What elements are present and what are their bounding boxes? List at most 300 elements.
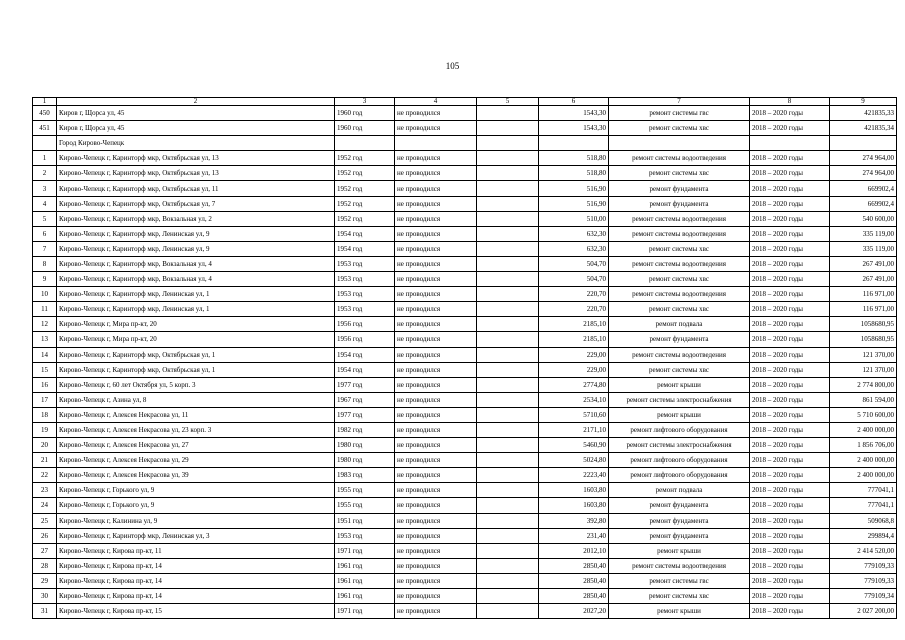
cost-cell: 669902,4 bbox=[830, 196, 897, 211]
period-cell: 2018 – 2020 годы bbox=[750, 528, 830, 543]
last-repair-cell bbox=[395, 136, 477, 151]
work-type-cell: ремонт фундамента bbox=[609, 513, 750, 528]
table-row bbox=[33, 287, 897, 302]
row-number-cell: 15 bbox=[33, 362, 57, 377]
build-year-cell: 1952 год bbox=[335, 211, 395, 226]
address-cell: Кирово-Чепецк г, Кирова пр-кт, 11 bbox=[57, 543, 335, 558]
cost-cell: 1058680,95 bbox=[830, 332, 897, 347]
row-number-cell: 19 bbox=[33, 422, 57, 437]
address-cell: Кирово-Чепецк г, Каринторф мкр, Ленинская ул, 9 bbox=[57, 241, 335, 256]
column-5-cell bbox=[477, 121, 539, 136]
last-repair-cell: не проводился bbox=[395, 196, 477, 211]
period-cell: 2018 – 2020 годы bbox=[750, 573, 830, 588]
table-row bbox=[33, 196, 897, 211]
build-year-cell: 1961 год bbox=[335, 589, 395, 604]
cost-cell: 1 856 706,00 bbox=[830, 438, 897, 453]
last-repair-cell: не проводился bbox=[395, 438, 477, 453]
row-number-cell: 23 bbox=[33, 483, 57, 498]
cost-cell: 116 971,00 bbox=[830, 302, 897, 317]
column-5-cell bbox=[477, 392, 539, 407]
column-header: 5 bbox=[477, 98, 539, 106]
column-header: 9 bbox=[830, 98, 897, 106]
work-type-cell: ремонт фундамента bbox=[609, 332, 750, 347]
area-cell: 2850,40 bbox=[539, 573, 609, 588]
table-row bbox=[33, 573, 897, 588]
address-cell: Кирово-Чепецк г, Азина ул, 8 bbox=[57, 392, 335, 407]
period-cell: 2018 – 2020 годы bbox=[750, 347, 830, 362]
work-type-cell: ремонт фундамента bbox=[609, 196, 750, 211]
address-cell: Кирово-Чепецк г, Каринторф мкр, Октябрьская ул, 1 bbox=[57, 347, 335, 362]
area-cell: 2534,10 bbox=[539, 392, 609, 407]
area-cell: 510,00 bbox=[539, 211, 609, 226]
column-5-cell bbox=[477, 256, 539, 271]
build-year-cell: 1956 год bbox=[335, 332, 395, 347]
table-row bbox=[33, 106, 897, 121]
table-row bbox=[33, 468, 897, 483]
work-type-cell: ремонт подвала bbox=[609, 317, 750, 332]
area-cell: 231,40 bbox=[539, 528, 609, 543]
table-row bbox=[33, 392, 897, 407]
period-cell: 2018 – 2020 годы bbox=[750, 543, 830, 558]
row-number-cell: 1 bbox=[33, 151, 57, 166]
address-cell: Кирово-Чепецк г, Горького ул, 9 bbox=[57, 483, 335, 498]
column-5-cell bbox=[477, 151, 539, 166]
column-5-cell bbox=[477, 438, 539, 453]
last-repair-cell: не проводился bbox=[395, 121, 477, 136]
build-year-cell: 1960 год bbox=[335, 121, 395, 136]
row-number-cell: 6 bbox=[33, 226, 57, 241]
cost-cell: 2 400 000,00 bbox=[830, 453, 897, 468]
table-row bbox=[33, 543, 897, 558]
last-repair-cell: не проводился bbox=[395, 272, 477, 287]
table-row bbox=[33, 589, 897, 604]
work-type-cell: ремонт системы хвс bbox=[609, 272, 750, 287]
column-5-cell bbox=[477, 604, 539, 619]
area-cell: 518,80 bbox=[539, 151, 609, 166]
area-cell: 220,70 bbox=[539, 302, 609, 317]
column-5-cell bbox=[477, 332, 539, 347]
column-5-cell bbox=[477, 272, 539, 287]
area-cell: 229,00 bbox=[539, 362, 609, 377]
cost-cell: 274 964,00 bbox=[830, 166, 897, 181]
area-cell: 504,70 bbox=[539, 256, 609, 271]
build-year-cell: 1954 год bbox=[335, 241, 395, 256]
cost-cell: 777041,1 bbox=[830, 483, 897, 498]
row-number-cell bbox=[33, 136, 57, 151]
area-cell: 2012,10 bbox=[539, 543, 609, 558]
work-type-cell: ремонт системы хвс bbox=[609, 241, 750, 256]
build-year-cell: 1955 год bbox=[335, 483, 395, 498]
area-cell: 504,70 bbox=[539, 272, 609, 287]
area-cell: 1543,30 bbox=[539, 106, 609, 121]
last-repair-cell: не проводился bbox=[395, 604, 477, 619]
work-type-cell: ремонт системы электроснабжения bbox=[609, 392, 750, 407]
period-cell: 2018 – 2020 годы bbox=[750, 121, 830, 136]
column-5-cell bbox=[477, 468, 539, 483]
area-cell: 516,90 bbox=[539, 196, 609, 211]
address-cell: Кирово-Чепецк г, Алексея Некрасова ул, 11 bbox=[57, 407, 335, 422]
table-row bbox=[33, 347, 897, 362]
cost-cell: 2 414 520,00 bbox=[830, 543, 897, 558]
row-number-cell: 8 bbox=[33, 256, 57, 271]
row-number-cell: 29 bbox=[33, 573, 57, 588]
build-year-cell bbox=[335, 136, 395, 151]
last-repair-cell: не проводился bbox=[395, 528, 477, 543]
address-cell: Кирово-Чепецк г, Алексея Некрасова ул, 23 корп. 3 bbox=[57, 422, 335, 437]
column-5-cell bbox=[477, 558, 539, 573]
period-cell: 2018 – 2020 годы bbox=[750, 558, 830, 573]
table-body bbox=[33, 98, 897, 619]
table-row bbox=[33, 241, 897, 256]
cost-cell: 779109,33 bbox=[830, 573, 897, 588]
address-cell: Кирово-Чепецк г, Каринторф мкр, Вокзальная ул, 2 bbox=[57, 211, 335, 226]
column-5-cell bbox=[477, 498, 539, 513]
row-number-cell: 13 bbox=[33, 332, 57, 347]
area-cell: 2850,40 bbox=[539, 589, 609, 604]
column-5-cell bbox=[477, 181, 539, 196]
column-5-cell bbox=[477, 287, 539, 302]
work-type-cell: ремонт системы хвс bbox=[609, 589, 750, 604]
last-repair-cell: не проводился bbox=[395, 377, 477, 392]
work-type-cell: ремонт фундамента bbox=[609, 498, 750, 513]
work-type-cell: ремонт подвала bbox=[609, 483, 750, 498]
address-cell: Кирово-Чепецк г, Кирова пр-кт, 15 bbox=[57, 604, 335, 619]
work-type-cell: ремонт системы хвс bbox=[609, 362, 750, 377]
row-number-cell: 451 bbox=[33, 121, 57, 136]
area-cell: 220,70 bbox=[539, 287, 609, 302]
build-year-cell: 1951 год bbox=[335, 513, 395, 528]
cost-cell: 421835,33 bbox=[830, 106, 897, 121]
cost-cell: 274 964,00 bbox=[830, 151, 897, 166]
area-cell bbox=[539, 136, 609, 151]
table-row bbox=[33, 317, 897, 332]
cost-cell: 335 119,00 bbox=[830, 226, 897, 241]
row-number-cell: 21 bbox=[33, 453, 57, 468]
row-number-cell: 450 bbox=[33, 106, 57, 121]
column-5-cell bbox=[477, 166, 539, 181]
period-cell: 2018 – 2020 годы bbox=[750, 211, 830, 226]
period-cell: 2018 – 2020 годы bbox=[750, 407, 830, 422]
build-year-cell: 1967 год bbox=[335, 392, 395, 407]
table-row bbox=[33, 558, 897, 573]
last-repair-cell: не проводился bbox=[395, 483, 477, 498]
build-year-cell: 1956 год bbox=[335, 317, 395, 332]
row-number-cell: 9 bbox=[33, 272, 57, 287]
area-cell: 229,00 bbox=[539, 347, 609, 362]
area-cell: 5710,60 bbox=[539, 407, 609, 422]
period-cell: 2018 – 2020 годы bbox=[750, 483, 830, 498]
last-repair-cell: не проводился bbox=[395, 106, 477, 121]
table-row bbox=[33, 377, 897, 392]
build-year-cell: 1983 год bbox=[335, 468, 395, 483]
build-year-cell: 1977 год bbox=[335, 407, 395, 422]
build-year-cell: 1953 год bbox=[335, 287, 395, 302]
address-cell: Кирово-Чепецк г, Каринторф мкр, Октябрьская ул, 1 bbox=[57, 362, 335, 377]
build-year-cell: 1953 год bbox=[335, 528, 395, 543]
column-5-cell bbox=[477, 211, 539, 226]
address-cell: Кирово-Чепецк г, Горького ул, 9 bbox=[57, 498, 335, 513]
last-repair-cell: не проводился bbox=[395, 573, 477, 588]
address-cell: Кирово-Чепецк г, Кирова пр-кт, 14 bbox=[57, 589, 335, 604]
period-cell: 2018 – 2020 годы bbox=[750, 241, 830, 256]
row-number-cell: 7 bbox=[33, 241, 57, 256]
build-year-cell: 1952 год bbox=[335, 196, 395, 211]
column-5-cell bbox=[477, 362, 539, 377]
area-cell: 1603,80 bbox=[539, 498, 609, 513]
column-header: 2 bbox=[57, 98, 335, 106]
work-type-cell: ремонт крыши bbox=[609, 377, 750, 392]
build-year-cell: 1980 год bbox=[335, 453, 395, 468]
period-cell: 2018 – 2020 годы bbox=[750, 468, 830, 483]
row-number-cell: 28 bbox=[33, 558, 57, 573]
row-number-cell: 12 bbox=[33, 317, 57, 332]
cost-cell: 779109,33 bbox=[830, 558, 897, 573]
period-cell bbox=[750, 136, 830, 151]
table-row bbox=[33, 498, 897, 513]
column-header: 1 bbox=[33, 98, 57, 106]
work-type-cell: ремонт системы водоотведения bbox=[609, 256, 750, 271]
period-cell: 2018 – 2020 годы bbox=[750, 166, 830, 181]
table-row bbox=[33, 121, 897, 136]
work-type-cell: ремонт системы водоотведения bbox=[609, 347, 750, 362]
work-type-cell: ремонт лифтового оборудования bbox=[609, 422, 750, 437]
period-cell: 2018 – 2020 годы bbox=[750, 438, 830, 453]
row-number-cell: 10 bbox=[33, 287, 57, 302]
column-number-row bbox=[33, 98, 897, 106]
work-type-cell: ремонт лифтового оборудования bbox=[609, 468, 750, 483]
build-year-cell: 1952 год bbox=[335, 181, 395, 196]
column-header: 8 bbox=[750, 98, 830, 106]
area-cell: 2027,20 bbox=[539, 604, 609, 619]
work-type-cell: ремонт системы хвс bbox=[609, 302, 750, 317]
last-repair-cell: не проводился bbox=[395, 181, 477, 196]
cost-cell: 779109,34 bbox=[830, 589, 897, 604]
table-row bbox=[33, 136, 897, 151]
build-year-cell: 1952 год bbox=[335, 166, 395, 181]
cost-cell: 335 119,00 bbox=[830, 241, 897, 256]
address-cell: Кирово-Чепецк г, Кирова пр-кт, 14 bbox=[57, 573, 335, 588]
last-repair-cell: не проводился bbox=[395, 392, 477, 407]
period-cell: 2018 – 2020 годы bbox=[750, 106, 830, 121]
table-row bbox=[33, 362, 897, 377]
cost-cell bbox=[830, 136, 897, 151]
row-number-cell: 27 bbox=[33, 543, 57, 558]
last-repair-cell: не проводился bbox=[395, 166, 477, 181]
table-row bbox=[33, 226, 897, 241]
area-cell: 518,80 bbox=[539, 166, 609, 181]
row-number-cell: 2 bbox=[33, 166, 57, 181]
last-repair-cell: не проводился bbox=[395, 256, 477, 271]
period-cell: 2018 – 2020 годы bbox=[750, 332, 830, 347]
build-year-cell: 1953 год bbox=[335, 256, 395, 271]
period-cell: 2018 – 2020 годы bbox=[750, 453, 830, 468]
row-number-cell: 14 bbox=[33, 347, 57, 362]
last-repair-cell: не проводился bbox=[395, 287, 477, 302]
area-cell: 2774,80 bbox=[539, 377, 609, 392]
row-number-cell: 18 bbox=[33, 407, 57, 422]
build-year-cell: 1980 год bbox=[335, 438, 395, 453]
column-5-cell bbox=[477, 483, 539, 498]
column-header: 3 bbox=[335, 98, 395, 106]
address-cell: Кирово-Чепецк г, 60 лет Октября ул, 5 корп. 3 bbox=[57, 377, 335, 392]
area-cell: 2223,40 bbox=[539, 468, 609, 483]
work-type-cell: ремонт системы водоотведения bbox=[609, 558, 750, 573]
address-cell: Кирово-Чепецк г, Алексея Некрасова ул, 29 bbox=[57, 453, 335, 468]
area-cell: 2171,10 bbox=[539, 422, 609, 437]
row-number-cell: 5 bbox=[33, 211, 57, 226]
table-row bbox=[33, 513, 897, 528]
cost-cell: 2 400 000,00 bbox=[830, 468, 897, 483]
last-repair-cell: не проводился bbox=[395, 513, 477, 528]
row-number-cell: 4 bbox=[33, 196, 57, 211]
column-5-cell bbox=[477, 241, 539, 256]
build-year-cell: 1960 год bbox=[335, 106, 395, 121]
last-repair-cell: не проводился bbox=[395, 543, 477, 558]
address-cell: Кирово-Чепецк г, Мира пр-кт, 20 bbox=[57, 317, 335, 332]
row-number-cell: 30 bbox=[33, 589, 57, 604]
table-row bbox=[33, 272, 897, 287]
build-year-cell: 1953 год bbox=[335, 272, 395, 287]
build-year-cell: 1954 год bbox=[335, 362, 395, 377]
period-cell: 2018 – 2020 годы bbox=[750, 181, 830, 196]
build-year-cell: 1954 год bbox=[335, 347, 395, 362]
column-5-cell bbox=[477, 573, 539, 588]
cost-cell: 267 491,00 bbox=[830, 256, 897, 271]
period-cell: 2018 – 2020 годы bbox=[750, 226, 830, 241]
address-cell: Кирово-Чепецк г, Каринторф мкр, Октябрьская ул, 13 bbox=[57, 166, 335, 181]
column-5-cell bbox=[477, 347, 539, 362]
address-cell: Киров г, Щорса ул, 45 bbox=[57, 121, 335, 136]
row-number-cell: 31 bbox=[33, 604, 57, 619]
area-cell: 1543,30 bbox=[539, 121, 609, 136]
area-cell: 392,80 bbox=[539, 513, 609, 528]
cost-cell: 1058680,95 bbox=[830, 317, 897, 332]
build-year-cell: 1961 год bbox=[335, 573, 395, 588]
build-year-cell: 1961 год bbox=[335, 558, 395, 573]
table-row bbox=[33, 151, 897, 166]
work-type-cell: ремонт системы электроснабжения bbox=[609, 438, 750, 453]
period-cell: 2018 – 2020 годы bbox=[750, 272, 830, 287]
last-repair-cell: не проводился bbox=[395, 453, 477, 468]
last-repair-cell: не проводился bbox=[395, 317, 477, 332]
last-repair-cell: не проводился bbox=[395, 347, 477, 362]
address-cell: Кирово-Чепецк г, Каринторф мкр, Ленинская ул, 1 bbox=[57, 302, 335, 317]
last-repair-cell: не проводился bbox=[395, 558, 477, 573]
period-cell: 2018 – 2020 годы bbox=[750, 302, 830, 317]
table-row bbox=[33, 332, 897, 347]
period-cell: 2018 – 2020 годы bbox=[750, 422, 830, 437]
cost-cell: 2 774 800,00 bbox=[830, 377, 897, 392]
address-cell: Кирово-Чепецк г, Каринторф мкр, Октябрьская ул, 7 bbox=[57, 196, 335, 211]
address-cell: Кирово-Чепецк г, Алексея Некрасова ул, 27 bbox=[57, 438, 335, 453]
address-cell: Кирово-Чепецк г, Мира пр-кт, 20 bbox=[57, 332, 335, 347]
table-row bbox=[33, 302, 897, 317]
build-year-cell: 1971 год bbox=[335, 543, 395, 558]
cost-cell: 116 971,00 bbox=[830, 287, 897, 302]
column-5-cell bbox=[477, 317, 539, 332]
build-year-cell: 1952 год bbox=[335, 151, 395, 166]
table-row bbox=[33, 166, 897, 181]
cost-cell: 5 710 600,00 bbox=[830, 407, 897, 422]
cost-cell: 669902,4 bbox=[830, 181, 897, 196]
column-5-cell bbox=[477, 422, 539, 437]
area-cell: 2185,10 bbox=[539, 332, 609, 347]
area-cell: 516,90 bbox=[539, 181, 609, 196]
row-number-cell: 22 bbox=[33, 468, 57, 483]
work-type-cell: ремонт крыши bbox=[609, 543, 750, 558]
address-cell: Кирово-Чепецк г, Каринторф мкр, Октябрьская ул, 11 bbox=[57, 181, 335, 196]
work-type-cell: ремонт лифтового оборудования bbox=[609, 453, 750, 468]
page-number: 105 bbox=[445, 61, 460, 71]
period-cell: 2018 – 2020 годы bbox=[750, 196, 830, 211]
work-type-cell: ремонт системы водоотведения bbox=[609, 226, 750, 241]
period-cell: 2018 – 2020 годы bbox=[750, 287, 830, 302]
work-type-cell: ремонт системы хвс bbox=[609, 166, 750, 181]
period-cell: 2018 – 2020 годы bbox=[750, 317, 830, 332]
cost-cell: 2 400 000,00 bbox=[830, 422, 897, 437]
period-cell: 2018 – 2020 годы bbox=[750, 498, 830, 513]
work-type-cell: ремонт крыши bbox=[609, 407, 750, 422]
cost-cell: 121 370,00 bbox=[830, 347, 897, 362]
last-repair-cell: не проводился bbox=[395, 468, 477, 483]
cost-cell: 299894,4 bbox=[830, 528, 897, 543]
address-cell: Кирово-Чепецк г, Каринторф мкр, Вокзальная ул, 4 bbox=[57, 256, 335, 271]
row-number-cell: 25 bbox=[33, 513, 57, 528]
column-5-cell bbox=[477, 528, 539, 543]
work-type-cell: ремонт фундамента bbox=[609, 528, 750, 543]
cost-cell: 509068,8 bbox=[830, 513, 897, 528]
address-cell: Кирово-Чепецк г, Кирова пр-кт, 14 bbox=[57, 558, 335, 573]
last-repair-cell: не проводился bbox=[395, 211, 477, 226]
cost-cell: 121 370,00 bbox=[830, 362, 897, 377]
address-cell: Кирово-Чепецк г, Калинина ул, 9 bbox=[57, 513, 335, 528]
last-repair-cell: не проводился bbox=[395, 589, 477, 604]
area-cell: 632,30 bbox=[539, 226, 609, 241]
last-repair-cell: не проводился bbox=[395, 226, 477, 241]
row-number-cell: 24 bbox=[33, 498, 57, 513]
table-row bbox=[33, 407, 897, 422]
last-repair-cell: не проводился bbox=[395, 422, 477, 437]
address-cell: Кирово-Чепецк г, Каринторф мкр, Ленинская ул, 3 bbox=[57, 528, 335, 543]
cost-cell: 861 594,00 bbox=[830, 392, 897, 407]
table-row bbox=[33, 483, 897, 498]
area-cell: 2185,10 bbox=[539, 317, 609, 332]
area-cell: 1603,80 bbox=[539, 483, 609, 498]
build-year-cell: 1955 год bbox=[335, 498, 395, 513]
column-header: 7 bbox=[609, 98, 750, 106]
period-cell: 2018 – 2020 годы bbox=[750, 362, 830, 377]
work-type-cell: ремонт системы гвс bbox=[609, 106, 750, 121]
build-year-cell: 1971 год bbox=[335, 604, 395, 619]
row-number-cell: 16 bbox=[33, 377, 57, 392]
column-5-cell bbox=[477, 377, 539, 392]
column-5-cell bbox=[477, 453, 539, 468]
column-5-cell bbox=[477, 106, 539, 121]
last-repair-cell: не проводился bbox=[395, 498, 477, 513]
cost-cell: 2 027 200,00 bbox=[830, 604, 897, 619]
table-row bbox=[33, 256, 897, 271]
column-5-cell bbox=[477, 196, 539, 211]
area-cell: 5460,90 bbox=[539, 438, 609, 453]
table-row bbox=[33, 453, 897, 468]
column-5-cell bbox=[477, 513, 539, 528]
build-year-cell: 1953 год bbox=[335, 302, 395, 317]
work-type-cell: ремонт фундамента bbox=[609, 181, 750, 196]
address-cell: Киров г, Щорса ул, 45 bbox=[57, 106, 335, 121]
table-row bbox=[33, 438, 897, 453]
last-repair-cell: не проводился bbox=[395, 332, 477, 347]
work-type-cell: ремонт системы водоотведения bbox=[609, 151, 750, 166]
